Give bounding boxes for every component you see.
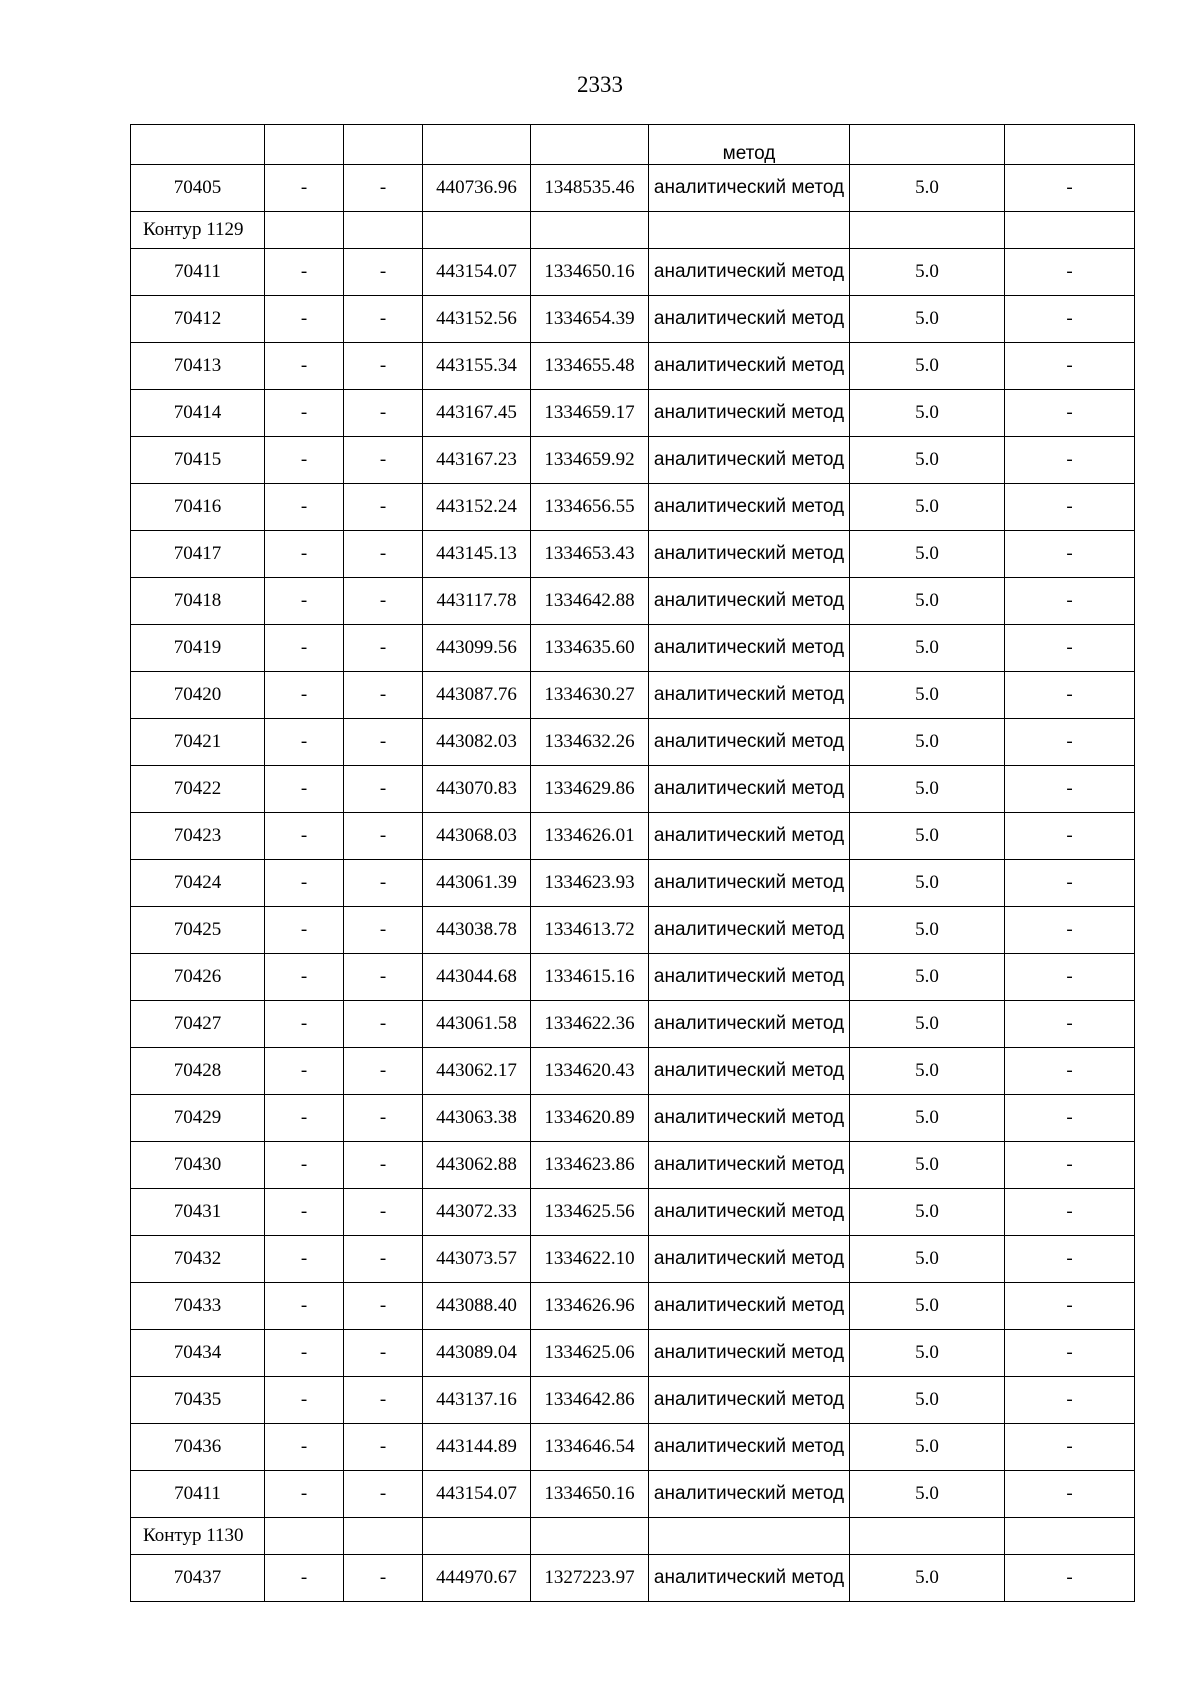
cell-y: 1334613.72	[531, 907, 649, 954]
table-row	[131, 578, 1135, 625]
empty-cell	[344, 1518, 423, 1555]
table-row	[131, 625, 1135, 672]
cell-c2: -	[344, 1189, 423, 1236]
table-row	[131, 1189, 1135, 1236]
cell-method: аналитический метод	[649, 390, 850, 437]
cell-method: аналитический метод	[649, 1377, 850, 1424]
cell-y: 1334625.06	[531, 1330, 649, 1377]
cell-id: 70415	[131, 437, 265, 484]
table-row	[131, 1236, 1135, 1283]
cell-y: 1334650.16	[531, 249, 649, 296]
cell-note: -	[1005, 390, 1135, 437]
cell-accuracy: 5.0	[850, 672, 1005, 719]
cell-c2: -	[344, 1471, 423, 1518]
cell-y: 1334620.43	[531, 1048, 649, 1095]
cell-accuracy: 5.0	[850, 954, 1005, 1001]
cell-id: 70405	[131, 165, 265, 212]
table-row	[131, 1283, 1135, 1330]
cell-accuracy: 5.0	[850, 1330, 1005, 1377]
cell-method: аналитический метод	[649, 1330, 850, 1377]
cell-y: 1334635.60	[531, 625, 649, 672]
cell-x: 443088.40	[423, 1283, 531, 1330]
cell-accuracy: 5.0	[850, 249, 1005, 296]
cell-c1: -	[265, 813, 344, 860]
table-row	[131, 1048, 1135, 1095]
cell-note: -	[1005, 343, 1135, 390]
cell-y: 1334623.86	[531, 1142, 649, 1189]
empty-cell	[265, 212, 344, 249]
cell-accuracy: 5.0	[850, 531, 1005, 578]
cell-c2: -	[344, 625, 423, 672]
table-row	[131, 860, 1135, 907]
cell-id: 70432	[131, 1236, 265, 1283]
cell-accuracy	[850, 125, 1005, 165]
cell-id: 70423	[131, 813, 265, 860]
cell-c1: -	[265, 1142, 344, 1189]
empty-cell	[1005, 1518, 1135, 1555]
cell-note	[1005, 125, 1135, 165]
table-row	[131, 296, 1135, 343]
cell-c2: -	[344, 1377, 423, 1424]
cell-method: аналитический метод	[649, 1236, 850, 1283]
table-row	[131, 390, 1135, 437]
cell-x: 443137.16	[423, 1377, 531, 1424]
cell-id: 70425	[131, 907, 265, 954]
cell-c2: -	[344, 249, 423, 296]
cell-c1: -	[265, 860, 344, 907]
cell-method: аналитический метод	[649, 672, 850, 719]
cell-c2: -	[344, 1142, 423, 1189]
cell-id: 70435	[131, 1377, 265, 1424]
cell-c2: -	[344, 719, 423, 766]
cell-method: аналитический метод	[649, 907, 850, 954]
cell-accuracy: 5.0	[850, 1189, 1005, 1236]
empty-cell	[531, 212, 649, 249]
cell-c2: -	[344, 1283, 423, 1330]
cell-method: аналитический метод	[649, 1001, 850, 1048]
cell-y: 1334646.54	[531, 1424, 649, 1471]
cell-c2: -	[344, 1236, 423, 1283]
table-row	[131, 249, 1135, 296]
empty-cell	[850, 1518, 1005, 1555]
cell-id: 70421	[131, 719, 265, 766]
table-row	[131, 1330, 1135, 1377]
cell-x: 443068.03	[423, 813, 531, 860]
cell-c2: -	[344, 1330, 423, 1377]
cell-x: 443087.76	[423, 672, 531, 719]
table-row	[131, 165, 1135, 212]
table-body	[131, 125, 1135, 1602]
cell-method: аналитический метод	[649, 531, 850, 578]
cell-method: аналитический метод	[649, 1424, 850, 1471]
cell-y: 1334654.39	[531, 296, 649, 343]
cell-id: 70413	[131, 343, 265, 390]
cell-y: 1334642.86	[531, 1377, 649, 1424]
empty-cell	[423, 212, 531, 249]
cell-y: 1334626.01	[531, 813, 649, 860]
empty-cell	[344, 212, 423, 249]
cell-accuracy: 5.0	[850, 165, 1005, 212]
cell-id: 70422	[131, 766, 265, 813]
cell-c1: -	[265, 1236, 344, 1283]
cell-c2: -	[344, 1095, 423, 1142]
cell-id: 70418	[131, 578, 265, 625]
cell-x: 443154.07	[423, 249, 531, 296]
cell-x: 443099.56	[423, 625, 531, 672]
empty-cell	[1005, 212, 1135, 249]
cell-c2: -	[344, 296, 423, 343]
table-row	[131, 1095, 1135, 1142]
cell-x: 444970.67	[423, 1555, 531, 1602]
cell-c2: -	[344, 672, 423, 719]
empty-cell	[423, 1518, 531, 1555]
cell-c1: -	[265, 766, 344, 813]
cell-c1: -	[265, 954, 344, 1001]
cell-x: 443038.78	[423, 907, 531, 954]
cell-y: 1334615.16	[531, 954, 649, 1001]
cell-accuracy: 5.0	[850, 343, 1005, 390]
cell-y: 1334623.93	[531, 860, 649, 907]
cell-accuracy: 5.0	[850, 719, 1005, 766]
table-row	[131, 719, 1135, 766]
cell-accuracy: 5.0	[850, 578, 1005, 625]
cell-x: 443089.04	[423, 1330, 531, 1377]
cell-note: -	[1005, 1555, 1135, 1602]
cell-x: 443062.88	[423, 1142, 531, 1189]
cell-note: -	[1005, 249, 1135, 296]
cell-accuracy: 5.0	[850, 813, 1005, 860]
cell-note: -	[1005, 437, 1135, 484]
table-row	[131, 1471, 1135, 1518]
cell-c2: -	[344, 813, 423, 860]
cell-x: 443070.83	[423, 766, 531, 813]
cell-id: 70417	[131, 531, 265, 578]
cell-c1: -	[265, 1001, 344, 1048]
cell-accuracy: 5.0	[850, 1555, 1005, 1602]
cell-c2: -	[344, 437, 423, 484]
cell-x: 443062.17	[423, 1048, 531, 1095]
cell-y: 1334620.89	[531, 1095, 649, 1142]
cell-c1: -	[265, 531, 344, 578]
cell-method: аналитический метод	[649, 719, 850, 766]
cell-note: -	[1005, 813, 1135, 860]
cell-c1: -	[265, 672, 344, 719]
cell-x: 443061.58	[423, 1001, 531, 1048]
cell-y: 1348535.46	[531, 165, 649, 212]
cell-note: -	[1005, 860, 1135, 907]
cell-accuracy: 5.0	[850, 1142, 1005, 1189]
cell-c2: -	[344, 343, 423, 390]
cell-c1: -	[265, 578, 344, 625]
cell-c2: -	[344, 766, 423, 813]
table-row	[131, 437, 1135, 484]
cell-note: -	[1005, 578, 1135, 625]
cell-id: 70424	[131, 860, 265, 907]
cell-note: -	[1005, 907, 1135, 954]
cell-method: аналитический метод	[649, 165, 850, 212]
cell-note: -	[1005, 484, 1135, 531]
cell-method: аналитический метод	[649, 813, 850, 860]
coordinates-table	[130, 124, 1135, 1602]
cell-y: 1334629.86	[531, 766, 649, 813]
contour-header-row	[131, 1518, 1135, 1555]
table-row	[131, 1142, 1135, 1189]
cell-id: 70426	[131, 954, 265, 1001]
cell-c2: -	[344, 484, 423, 531]
cell-accuracy: 5.0	[850, 766, 1005, 813]
cell-c1: -	[265, 1189, 344, 1236]
cell-note: -	[1005, 1095, 1135, 1142]
cell-id: 70429	[131, 1095, 265, 1142]
cell-method: аналитический метод	[649, 1471, 850, 1518]
cell-c2: -	[344, 390, 423, 437]
cell-c1: -	[265, 1424, 344, 1471]
cell-c1: -	[265, 1095, 344, 1142]
cell-c1: -	[265, 1471, 344, 1518]
cell-accuracy: 5.0	[850, 437, 1005, 484]
cell-id: 70411	[131, 249, 265, 296]
cell-c2: -	[344, 860, 423, 907]
cell-x: 443144.89	[423, 1424, 531, 1471]
empty-cell	[850, 212, 1005, 249]
cell-note: -	[1005, 165, 1135, 212]
cell-method: метод	[649, 125, 850, 165]
cell-c2: -	[344, 165, 423, 212]
cell-id: 70428	[131, 1048, 265, 1095]
cell-accuracy: 5.0	[850, 1001, 1005, 1048]
cell-y: 1334656.55	[531, 484, 649, 531]
cell-accuracy: 5.0	[850, 1377, 1005, 1424]
cell-note: -	[1005, 672, 1135, 719]
cell-method: аналитический метод	[649, 1555, 850, 1602]
cell-c1: -	[265, 907, 344, 954]
cell-c1: -	[265, 1555, 344, 1602]
cell-x: 443082.03	[423, 719, 531, 766]
cell-note: -	[1005, 531, 1135, 578]
cell-c1: -	[265, 625, 344, 672]
cell-accuracy: 5.0	[850, 1095, 1005, 1142]
cell-y: 1334650.16	[531, 1471, 649, 1518]
cell-c2: -	[344, 1424, 423, 1471]
cell-c2: -	[344, 531, 423, 578]
cell-id: 70416	[131, 484, 265, 531]
cell-id: 70420	[131, 672, 265, 719]
table-row	[131, 672, 1135, 719]
cell-y: 1334655.48	[531, 343, 649, 390]
cell-method: аналитический метод	[649, 249, 850, 296]
cell-id: 70411	[131, 1471, 265, 1518]
contour-header-row	[131, 212, 1135, 249]
cell-c1: -	[265, 1377, 344, 1424]
cell-method: аналитический метод	[649, 296, 850, 343]
cell-id: 70414	[131, 390, 265, 437]
cell-note: -	[1005, 1424, 1135, 1471]
table-row	[131, 484, 1135, 531]
cell-method: аналитический метод	[649, 1048, 850, 1095]
cell-c1: -	[265, 437, 344, 484]
cell-x	[423, 125, 531, 165]
cell-y: 1334659.17	[531, 390, 649, 437]
cell-x: 443152.56	[423, 296, 531, 343]
table-row	[131, 813, 1135, 860]
cell-id: 70419	[131, 625, 265, 672]
cell-note: -	[1005, 719, 1135, 766]
cell-y: 1334659.92	[531, 437, 649, 484]
cell-id: 70431	[131, 1189, 265, 1236]
contour-label: Контур 1129	[131, 212, 265, 249]
cell-method: аналитический метод	[649, 1189, 850, 1236]
cell-x: 443145.13	[423, 531, 531, 578]
empty-cell	[649, 1518, 850, 1555]
cell-note: -	[1005, 954, 1135, 1001]
cell-id: 70427	[131, 1001, 265, 1048]
cell-note: -	[1005, 1001, 1135, 1048]
table-row	[131, 531, 1135, 578]
cell-accuracy: 5.0	[850, 1424, 1005, 1471]
cell-note: -	[1005, 1189, 1135, 1236]
table-row	[131, 343, 1135, 390]
cell-note: -	[1005, 1471, 1135, 1518]
cell-c1: -	[265, 249, 344, 296]
cell-method: аналитический метод	[649, 625, 850, 672]
cell-accuracy: 5.0	[850, 907, 1005, 954]
cell-note: -	[1005, 1283, 1135, 1330]
table-row	[131, 1424, 1135, 1471]
cell-c2: -	[344, 1048, 423, 1095]
cell-x: 443154.07	[423, 1471, 531, 1518]
cell-note: -	[1005, 766, 1135, 813]
cell-accuracy: 5.0	[850, 1283, 1005, 1330]
cell-note: -	[1005, 296, 1135, 343]
cell-method: аналитический метод	[649, 484, 850, 531]
empty-cell	[649, 212, 850, 249]
cell-x: 443155.34	[423, 343, 531, 390]
cell-id: 70430	[131, 1142, 265, 1189]
cell-note: -	[1005, 1330, 1135, 1377]
cell-method: аналитический метод	[649, 1142, 850, 1189]
cell-c2: -	[344, 1555, 423, 1602]
cell-x: 443044.68	[423, 954, 531, 1001]
table-row	[131, 1555, 1135, 1602]
cell-x: 443073.57	[423, 1236, 531, 1283]
table-row	[131, 766, 1135, 813]
cell-c2: -	[344, 907, 423, 954]
cell-x: 443061.39	[423, 860, 531, 907]
cell-c1: -	[265, 484, 344, 531]
table-row	[131, 954, 1135, 1001]
cell-y	[531, 125, 649, 165]
cell-y: 1334626.96	[531, 1283, 649, 1330]
cell-x: 443072.33	[423, 1189, 531, 1236]
cell-c1: -	[265, 719, 344, 766]
cell-id: 70412	[131, 296, 265, 343]
cell-c2: -	[344, 1001, 423, 1048]
cell-id: 70436	[131, 1424, 265, 1471]
cell-accuracy: 5.0	[850, 1048, 1005, 1095]
cell-y: 1334642.88	[531, 578, 649, 625]
cell-accuracy: 5.0	[850, 625, 1005, 672]
cell-method: аналитический метод	[649, 343, 850, 390]
cell-c2: -	[344, 954, 423, 1001]
cell-y: 1334622.36	[531, 1001, 649, 1048]
cell-method: аналитический метод	[649, 860, 850, 907]
cell-x: 443063.38	[423, 1095, 531, 1142]
cell-note: -	[1005, 1236, 1135, 1283]
cell-accuracy: 5.0	[850, 390, 1005, 437]
cell-id: 70437	[131, 1555, 265, 1602]
cell-c1	[265, 125, 344, 165]
table-row	[131, 1377, 1135, 1424]
cell-c1: -	[265, 343, 344, 390]
cell-note: -	[1005, 1377, 1135, 1424]
cell-x: 443152.24	[423, 484, 531, 531]
cell-accuracy: 5.0	[850, 296, 1005, 343]
cell-method: аналитический метод	[649, 578, 850, 625]
cell-x: 443117.78	[423, 578, 531, 625]
cell-id: 70433	[131, 1283, 265, 1330]
cell-c1: -	[265, 1283, 344, 1330]
empty-cell	[531, 1518, 649, 1555]
cell-c2: -	[344, 578, 423, 625]
cell-x: 443167.23	[423, 437, 531, 484]
cell-accuracy: 5.0	[850, 860, 1005, 907]
cell-y: 1334632.26	[531, 719, 649, 766]
cell-c1: -	[265, 1048, 344, 1095]
cell-y: 1334630.27	[531, 672, 649, 719]
table-row-continued	[131, 125, 1135, 165]
cell-x: 440736.96	[423, 165, 531, 212]
cell-id	[131, 125, 265, 165]
cell-id: 70434	[131, 1330, 265, 1377]
table-row	[131, 1001, 1135, 1048]
page-number: 2333	[577, 72, 623, 97]
cell-y: 1334622.10	[531, 1236, 649, 1283]
cell-y: 1334625.56	[531, 1189, 649, 1236]
contour-label: Контур 1130	[131, 1518, 265, 1555]
empty-cell	[265, 1518, 344, 1555]
cell-accuracy: 5.0	[850, 1236, 1005, 1283]
cell-x: 443167.45	[423, 390, 531, 437]
cell-y: 1334653.43	[531, 531, 649, 578]
cell-method: аналитический метод	[649, 437, 850, 484]
cell-accuracy: 5.0	[850, 484, 1005, 531]
cell-c1: -	[265, 165, 344, 212]
cell-method: аналитический метод	[649, 954, 850, 1001]
cell-note: -	[1005, 1142, 1135, 1189]
cell-c1: -	[265, 1330, 344, 1377]
cell-c1: -	[265, 296, 344, 343]
cell-method: аналитический метод	[649, 1095, 850, 1142]
table-row	[131, 907, 1135, 954]
cell-method: аналитический метод	[649, 766, 850, 813]
cell-note: -	[1005, 625, 1135, 672]
cell-c2	[344, 125, 423, 165]
cell-accuracy: 5.0	[850, 1471, 1005, 1518]
cell-method: аналитический метод	[649, 1283, 850, 1330]
cell-y: 1327223.97	[531, 1555, 649, 1602]
cell-note: -	[1005, 1048, 1135, 1095]
cell-c1: -	[265, 390, 344, 437]
